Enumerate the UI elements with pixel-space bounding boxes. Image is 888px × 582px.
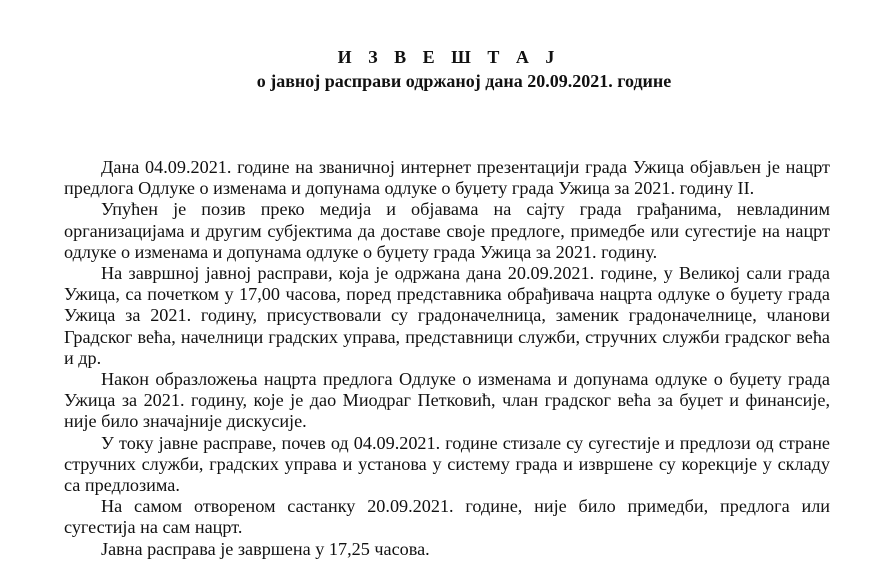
paragraph-open-meeting: На самом отвореном састанку 20.09.2021. године, није било примедби, предлога или сугестија на сам нацрт. (64, 496, 830, 538)
paragraph-closing: Јавна расправа је завршена у 17,25 часова. (101, 538, 430, 559)
document-title: И З В Е Ш Т А Ј (337, 47, 561, 67)
document-subtitle: о јавној расправи одржаној дана 20.09.2021. године (256, 71, 672, 91)
paragraph-explanation: Након образложења нацрта предлога Одлуке о изменама и допунама одлуке о буџету града Ужица за 2021. годину, које је дао Миодраг Петковић, члан градског већа за буџет и финансије, није било значајније дискусије. (64, 369, 830, 432)
paragraph-invitation: Упућен је позив преко медија и објавама на сајту града грађанима, невладиним организацијама и другим субјектима да доставе своје предлоге, примедбе или сугестије на нацрт одлуке о изменама и допунама одлуке о буџету града Ужица за 2021. годину. (64, 199, 830, 262)
paragraph-suggestions: У току јавне расправе, почев од 04.09.2021. године стизале су сугестије и предлози од стране стручних служби, градских управа и установа у систему града и извршене су корекције у складу са предлозима. (64, 432, 830, 496)
paragraph-publication: Дана 04.09.2021. године на званичној интернет презентацији града Ужица објављен је нацрт предлога Одлуке о изменама и допунама одлуке о буџету града Ужица за 2021. годину II. (64, 157, 830, 199)
paragraph-final-hearing: На завршној јавној расправи, која је одржана дана 20.09.2021. године, у Великој сали града Ужица, са почетком у 17,00 часова, поред представника обрађивача нацрта одлуке о буџету града Ужица за 2021. годину, присуствовали су градоначелница, заменик градоначелнице, чланови Градског већа, начелници градских управа, представници служби, стручних служби градског већа и др. (64, 263, 830, 368)
document-body (64, 157, 830, 560)
